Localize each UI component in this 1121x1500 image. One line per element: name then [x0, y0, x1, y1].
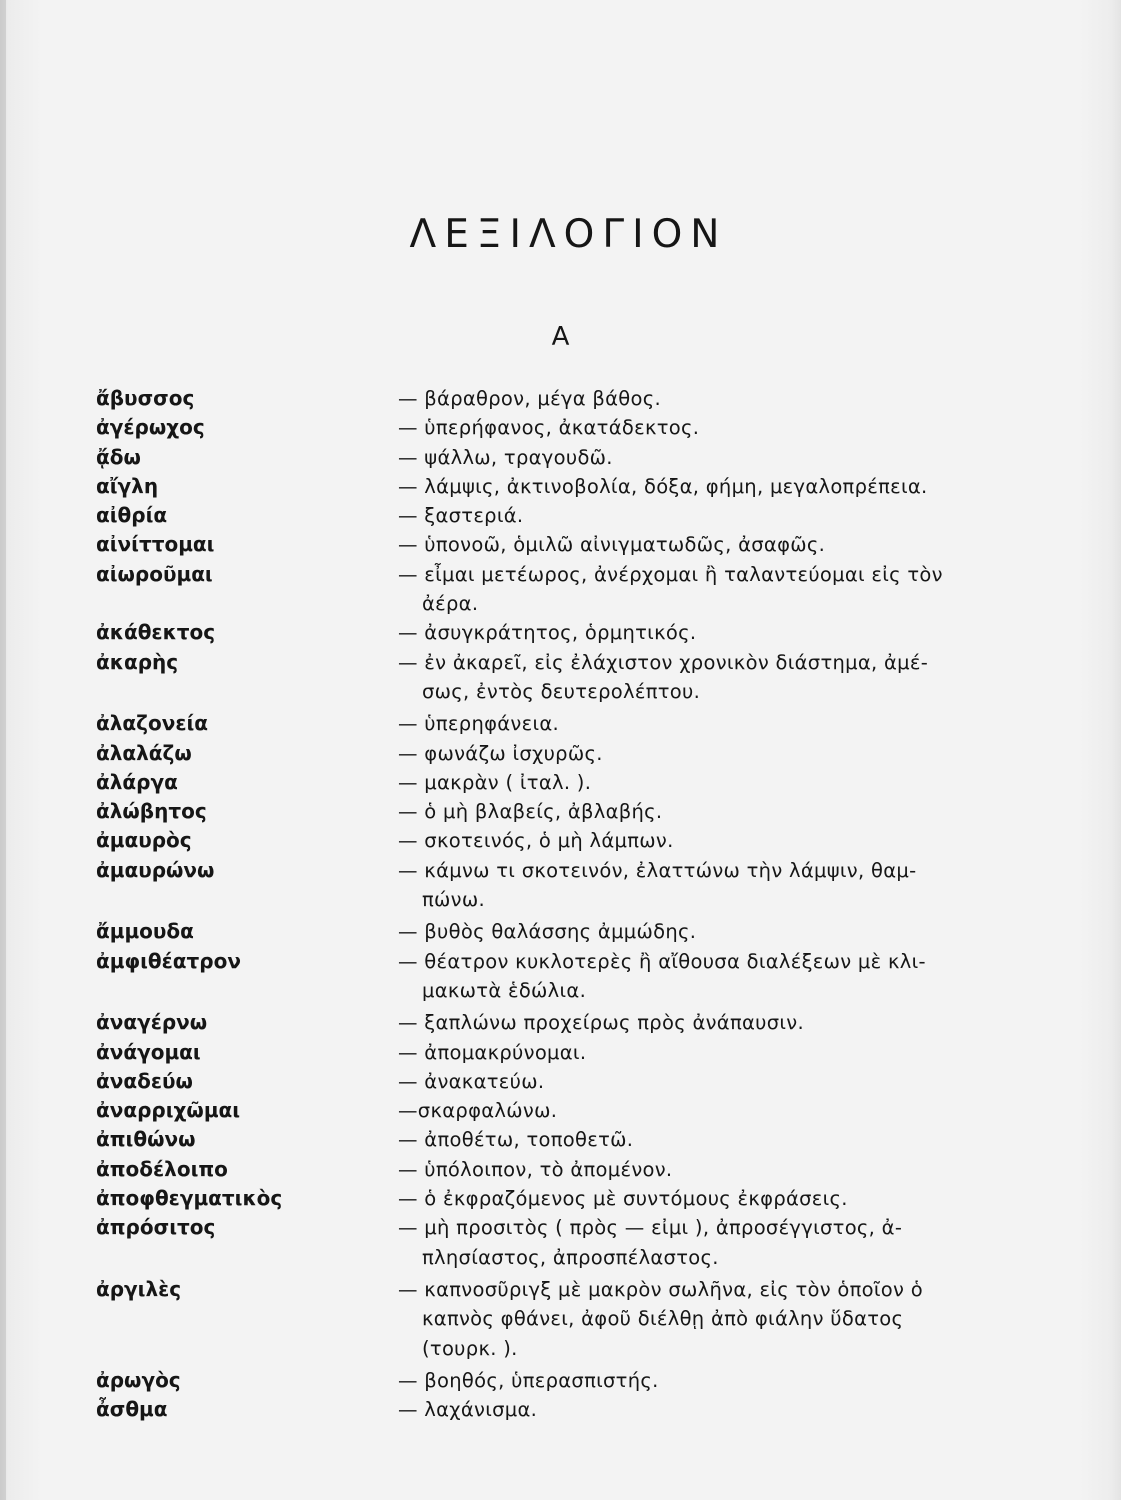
- entry-definition: [398, 947, 968, 1006]
- definition-line: — ὁ ἐκφραζόμενος μὲ συντόμους ἐκφράσεις.: [398, 1187, 848, 1211]
- definition-line: — ὑπερηφάνεια.: [398, 712, 559, 736]
- entry-definition: [398, 739, 968, 768]
- entry-definition: [398, 1038, 968, 1067]
- definition-line: — βοηθός, ὑπερασπιστής.: [398, 1368, 659, 1392]
- glossary-entry: [96, 618, 968, 647]
- entry-definition: [398, 1067, 968, 1096]
- entry-word: ἀπρόσιτος: [96, 1215, 216, 1240]
- definition-line: καπνὸς φθάνει, ἀφοῦ διέλθῃ ἀπὸ φιάλην ὕδατος: [422, 1307, 904, 1331]
- glossary-entry: [96, 1275, 968, 1363]
- glossary-entry: [96, 413, 968, 442]
- entry-word: ἀγέρωχος: [96, 415, 205, 440]
- glossary-entry: [96, 1395, 968, 1424]
- entry-word: ἄβυσσος: [96, 386, 195, 410]
- definition-line: — ξαστεριά.: [398, 504, 524, 528]
- glossary-entry: [96, 530, 968, 559]
- entry-word: ἀλάργα: [96, 769, 178, 794]
- entry-word: ἀρωγὸς: [96, 1367, 181, 1392]
- entry-word: ἀναγέρνω: [96, 1010, 208, 1035]
- glossary-entry: [96, 1155, 968, 1184]
- glossary-entry: [96, 1038, 968, 1067]
- section-letter: Α: [551, 322, 570, 352]
- glossary-entry: [96, 560, 968, 619]
- entry-definition: [398, 618, 968, 647]
- entry-word: ἀκαρὴς: [96, 649, 179, 674]
- entry-word: ἀνάγομαι: [96, 1039, 201, 1064]
- entry-definition: [398, 917, 968, 946]
- definition-line: — ξαπλώνω προχείρως πρὸς ἀνάπαυσιν.: [398, 1011, 804, 1035]
- definition-line: — μακρὰν ( ἰταλ. ).: [398, 770, 592, 794]
- entry-word: ἀναδεύω: [96, 1068, 193, 1093]
- definition-line: πώνω.: [422, 888, 485, 912]
- definition-line: — ὑπερήφανος, ἀκατάδεκτος.: [398, 416, 700, 440]
- definition-line: — βυθὸς θαλάσσης ἀμμώδης.: [398, 920, 697, 944]
- entry-definition: [398, 1395, 968, 1424]
- entry-definition: [398, 501, 968, 530]
- entry-word: ἆσθμα: [96, 1397, 168, 1422]
- glossary-entry: [96, 768, 968, 797]
- definition-line: — ψάλλω, τραγουδῶ.: [398, 445, 613, 469]
- entry-definition: [398, 443, 968, 472]
- glossary-entry: [96, 947, 968, 1006]
- entry-definition: [398, 1155, 968, 1184]
- entry-word: ἄμμουδα: [96, 919, 194, 944]
- entry-definition: [398, 709, 968, 738]
- definition-line: ἀέρα.: [422, 592, 479, 616]
- glossary-entry: [96, 826, 968, 855]
- glossary-entry: [96, 1008, 968, 1037]
- definition-line: — ἐν ἀκαρεῖ, εἰς ἐλάχιστον χρονικὸν διάστημα, ἀμέ-: [398, 650, 929, 674]
- page-title: ΛΕΞΙΛΟΓΙΟΝ: [409, 212, 728, 257]
- glossary-entry: [96, 797, 968, 826]
- glossary-entry: [96, 443, 968, 472]
- definition-line: — ὑπόλοιπον, τὸ ἀπομένον.: [398, 1157, 673, 1181]
- definition-line: — εἶμαι μετέωρος, ἀνέρχομαι ἢ ταλαντεύομαι εἰς τὸν: [398, 562, 943, 586]
- definition-line: (τουρκ. ).: [422, 1336, 518, 1360]
- glossary-entry: [96, 1184, 968, 1213]
- entry-definition: [398, 530, 968, 559]
- entry-word: ἀναρριχῶμαι: [96, 1098, 241, 1123]
- entry-word: ἀποδέλοιπο: [96, 1156, 228, 1181]
- definition-line: — κάμνω τι σκοτεινόν, ἐλαττώνω τὴν λάμψιν, θαμ-: [398, 858, 917, 882]
- glossary-entry: [96, 917, 968, 946]
- entry-definition: [398, 1096, 968, 1125]
- entry-word: ἀλαλάζω: [96, 740, 192, 765]
- definition-line: — ἀνακατεύω.: [398, 1069, 545, 1093]
- entry-definition: [398, 856, 968, 915]
- definition-line: — ἀσυγκράτητος, ὁρμητικός.: [398, 621, 697, 645]
- definition-line: — ὁ μὴ βλαβείς, ἀβλαβής.: [398, 800, 663, 824]
- entry-word: αἰθρία: [96, 503, 168, 528]
- glossary-entry: [96, 648, 968, 707]
- entry-definition: [398, 1008, 968, 1037]
- definition-line: σως, ἐντὸς δευτερολέπτου.: [422, 679, 701, 703]
- glossary-list: [96, 384, 968, 1424]
- entry-definition: [398, 826, 968, 855]
- definition-line: — φωνάζω ἰσχυρῶς.: [398, 741, 603, 765]
- entry-word: αἴγλη: [96, 473, 159, 498]
- definition-line: — λάμψις, ἀκτινοβολία, δόξα, φήμη, μεγαλοπρέπεια.: [398, 474, 928, 498]
- entry-word: ἀμφιθέατρον: [96, 948, 241, 973]
- entry-definition: [398, 472, 968, 501]
- entry-definition: [398, 1275, 968, 1363]
- entry-word: ἀκάθεκτος: [96, 620, 216, 645]
- definition-line: —σκαρφαλώνω.: [398, 1099, 558, 1123]
- entry-definition: [398, 1125, 968, 1154]
- glossary-entry: [96, 472, 968, 501]
- glossary-entry: [96, 1067, 968, 1096]
- entry-word: ἀπιθώνω: [96, 1127, 196, 1152]
- entry-word: αἰωροῦμαι: [96, 561, 213, 586]
- entry-word: ᾄδω: [96, 444, 141, 469]
- definition-line: — ἀπομακρύνομαι.: [398, 1040, 587, 1064]
- glossary-entry: [96, 856, 968, 915]
- definition-line: πλησίαστος, ἀπροσπέλαστος.: [422, 1245, 719, 1269]
- definition-line: μακωτὰ ἑδώλια.: [422, 978, 587, 1002]
- entry-definition: [398, 384, 968, 413]
- definition-line: — βάραθρον, μέγα βάθος.: [398, 387, 661, 410]
- entry-definition: [398, 648, 968, 707]
- entry-definition: [398, 768, 968, 797]
- definition-line: — λαχάνισμα.: [398, 1398, 538, 1422]
- glossary-entry: [96, 1213, 968, 1272]
- definition-line: — μὴ προσιτὸς ( πρὸς — εἰμι ), ἀπροσέγγιστος, ἀ-: [398, 1216, 903, 1240]
- definition-line: — σκοτεινός, ὁ μὴ λάμπων.: [398, 829, 674, 853]
- definition-line: — καπνοσῦριγξ μὲ μακρὸν σωλῆνα, εἰς τὸν ὁποῖον ὁ: [398, 1277, 923, 1301]
- entry-word: ἀλαζονεία: [96, 711, 208, 736]
- glossary-entry: [96, 739, 968, 768]
- glossary-entry: [96, 709, 968, 738]
- glossary-entry: [96, 1125, 968, 1154]
- entry-word: αἰνίττομαι: [96, 532, 215, 557]
- entry-word: ἀργιλὲς: [96, 1276, 182, 1301]
- definition-line: — ἀποθέτω, τοποθετῶ.: [398, 1128, 634, 1152]
- definition-line: — θέατρον κυκλοτερὲς ἢ αἴθουσα διαλέξεων μὲ κλι-: [398, 949, 926, 973]
- entry-definition: [398, 1213, 968, 1272]
- entry-word: ἀποφθεγματικὸς: [96, 1186, 283, 1211]
- entry-definition: [398, 1184, 968, 1213]
- glossary-entry: [96, 384, 968, 413]
- entry-definition: [398, 560, 968, 619]
- glossary-entry: [96, 1096, 968, 1125]
- entry-definition: [398, 1366, 968, 1395]
- entry-word: ἀμαυρώνω: [96, 857, 215, 882]
- entry-definition: [398, 413, 968, 442]
- definition-line: — ὑπονοῶ, ὁμιλῶ αἰνιγματωδῶς, ἀσαφῶς.: [398, 533, 826, 557]
- entry-definition: [398, 797, 968, 826]
- glossary-entry: [96, 1366, 968, 1395]
- entry-word: ἀλώβητος: [96, 799, 207, 824]
- glossary-entry: [96, 501, 968, 530]
- entry-word: ἀμαυρὸς: [96, 828, 192, 853]
